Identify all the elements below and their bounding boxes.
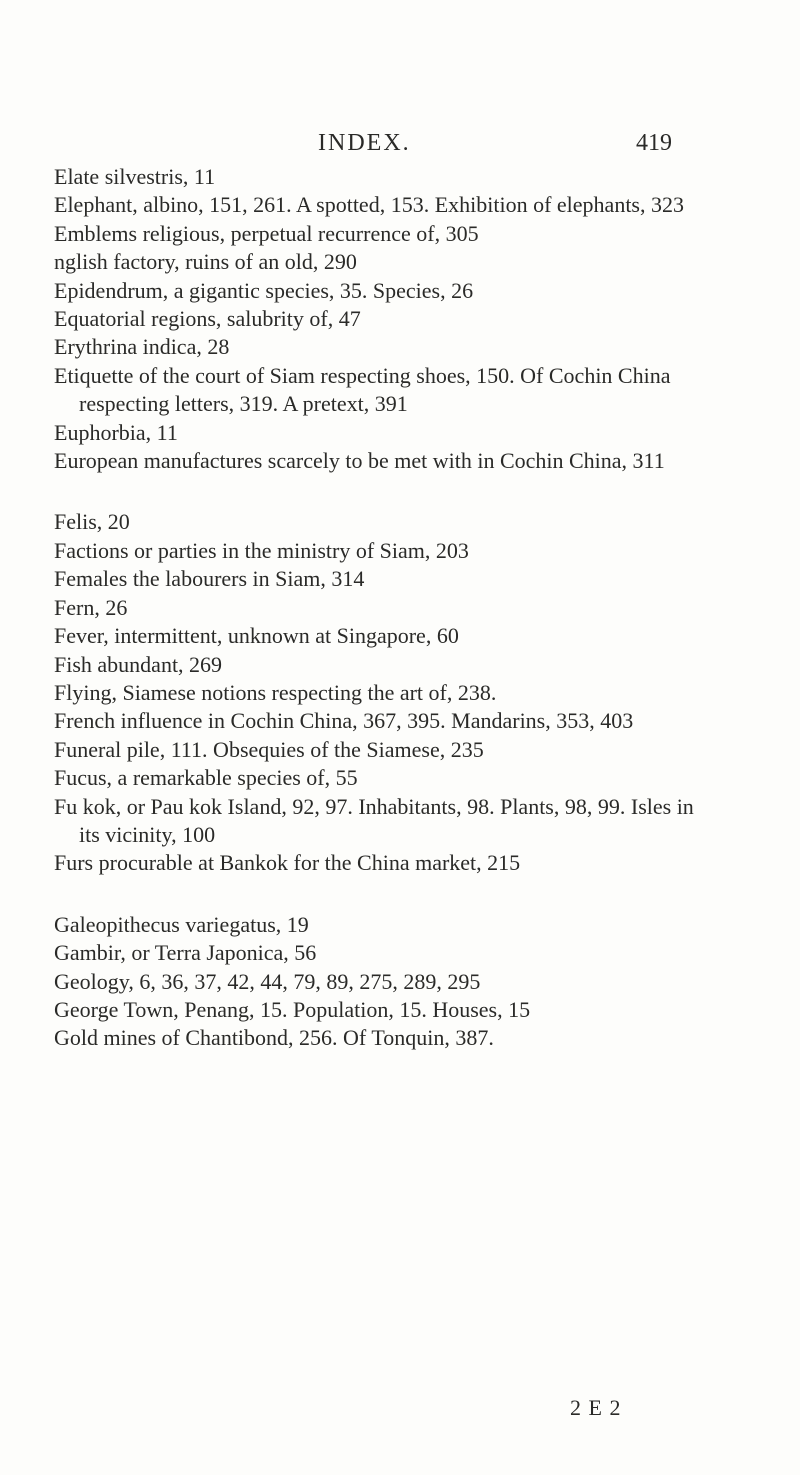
index-entry: Elate silvestris, 11 [54, 164, 216, 189]
group-separator [54, 475, 694, 508]
index-entry: Euphorbia, 11 [54, 419, 178, 445]
index-entry: Funeral pile, 111. Obsequies of the Siamese, 235 [54, 736, 484, 762]
index-entry: Factions or parties in the ministry of Siam, 203 [54, 537, 469, 563]
index-entry: Gold mines of Chantibond, 256. Of Tonquin, 387. [54, 1025, 494, 1051]
index-entry: Fern, 26 [54, 594, 128, 620]
index-entry: Elephant, albino, 151, 261. A spotted, 153. Exhibition of elephants, 323 [54, 192, 684, 218]
index-group-g [54, 911, 694, 1053]
index-entry: George Town, Penang, 15. Population, 15. Houses, 15 [54, 996, 531, 1022]
index-entry: Furs procurable at Bankok for the China market, 215 [54, 850, 521, 876]
index-entry: Fu kok, or Pau kok Island, 92, 97. Inhabitants, 98. Plants, 98, 99. Isles in its vicinity, 100 [54, 793, 694, 847]
index-group-e [54, 163, 694, 475]
index-entry: nglish factory, ruins of an old, 290 [54, 249, 357, 275]
index-entry: Flying, Siamese notions respecting the art of, 238. [54, 679, 497, 705]
index-entry: Etiquette of the court of Siam respecting shoes, 150. Of Cochin China respecting letters, 319. A pretext, 391 [54, 362, 671, 417]
signature-mark: 2 E 2 [570, 1395, 622, 1420]
index-entry: Emblems religious, perpetual recurrence of, 305 [54, 220, 479, 246]
index-entry: Fucus, a remarkable species of, 55 [54, 765, 358, 791]
index-entry: Fish abundant, 269 [54, 651, 223, 677]
index-entry: European manufactures scarcely to be met with in Cochin China, 311 [54, 448, 665, 474]
index-entry: Females the labourers in Siam, 314 [54, 566, 365, 592]
group-separator [54, 878, 694, 911]
index-entry: Geology, 6, 36, 37, 42, 44, 79, 89, 275, 289, 295 [54, 968, 481, 994]
index-entry: Erythrina indica, 28 [54, 334, 230, 360]
index-group-f [54, 508, 694, 877]
running-title: INDEX. [318, 130, 411, 156]
index-entry: Equatorial regions, salubrity of, 47 [54, 306, 361, 332]
index-entry: Galeopithecus variegatus, 19 [54, 911, 309, 937]
index-entry: Felis, 20 [54, 509, 130, 535]
index-entry: Gambir, or Terra Japonica, 56 [54, 940, 317, 966]
running-head [0, 130, 800, 160]
index-entries [54, 163, 694, 1053]
index-entry: French influence in Cochin China, 367, 395. Mandarins, 353, 403 [54, 708, 634, 734]
page-number: 419 [636, 130, 672, 156]
index-entry: Fever, intermittent, unknown at Singapore, 60 [54, 623, 459, 649]
index-entry: Epidendrum, a gigantic species, 35. Species, 26 [54, 277, 474, 303]
